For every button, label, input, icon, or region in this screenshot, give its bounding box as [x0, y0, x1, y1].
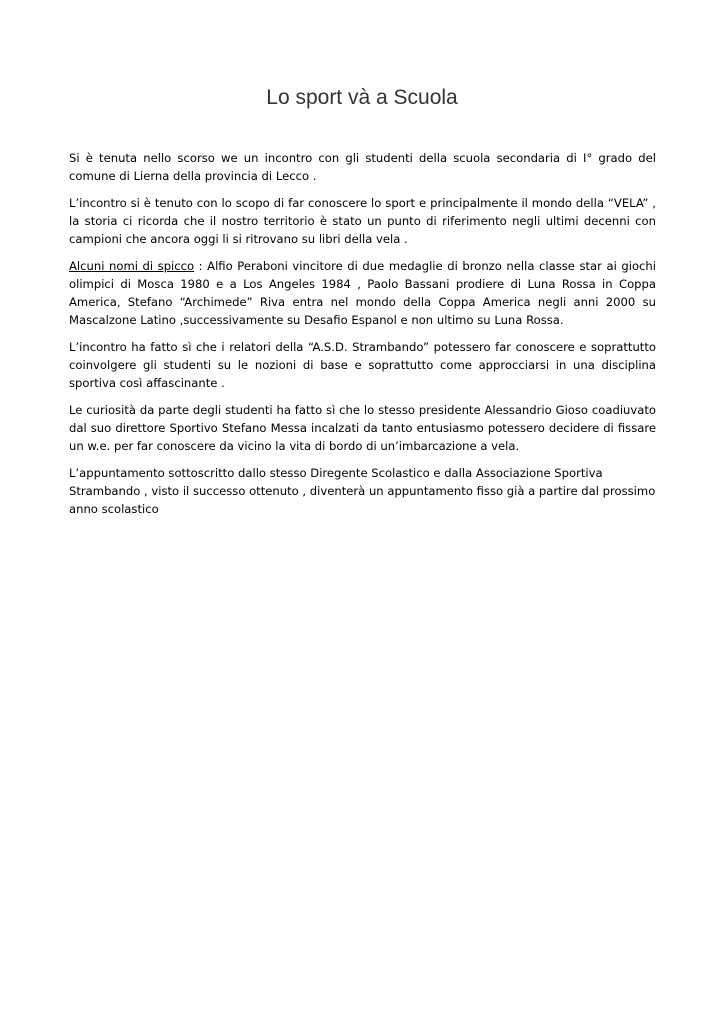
paragraph-curiosity: Le curiosità da parte degli studenti ha fatto sì che lo stesso presidente Alessandrio Gioso coadiuvato dal suo direttore Sportivo Stefano Messa incalzati da tanto entusiasmo potessero decidere di fissare un w.e. per far conoscere da vicino la vita di bordo di un’imbarcazione a vela.: [69, 403, 656, 453]
document-title: Lo sport và a Scuola: [266, 86, 458, 109]
paragraph-conclusion: L’appuntamento sottoscritto dallo stesso Diregente Scolastico e dalla Associazione Sportiva Strambando , visto il successo ottenuto , diventerà un appuntamento fisso già a partire dal prossimo anno scolastico: [69, 466, 656, 516]
paragraph-intro: Si è tenuta nello scorso we un incontro con gli studenti della scuola secondaria di I° grado del comune di Lierna della provincia di Lecco .: [69, 151, 656, 183]
paragraph-notable-names: [69, 257, 656, 329]
paragraph-speakers: L’incontro ha fatto sì che i relatori della “A.S.D. Strambando” potessero far conoscere e soprattutto coinvolgere gli studenti su le nozioni di base e soprattutto come approcciarsi in una disciplina sportiva così affascinante .: [69, 340, 656, 390]
paragraph-purpose: L’incontro si è tenuto con lo scopo di far conoscere lo sport e principalmente il mondo della “VELA” , la storia ci ricorda che il nostro territorio è stato un punto di riferimento negli ultimi decenni con campioni che ancora oggi li si ritrovano su libri della vela .: [69, 196, 656, 246]
notable-names-text: : Alfio Peraboni vincitore di due medaglie di bronzo nella classe star ai giochi olimpici di Mosca 1980 e a Los Angeles 1984 , Paolo Bassani prodiere di Luna Rossa in Coppa America, Stefano “Archimede” Riva entra nel mondo della Coppa America negli anni 2000 su Mascalzone Latino ,successivamente su Desafio Espanol e non ultimo su Luna Rossa.: [69, 259, 656, 327]
document-body: [69, 149, 656, 527]
notable-names-heading: Alcuni nomi di spicco: [69, 259, 195, 273]
